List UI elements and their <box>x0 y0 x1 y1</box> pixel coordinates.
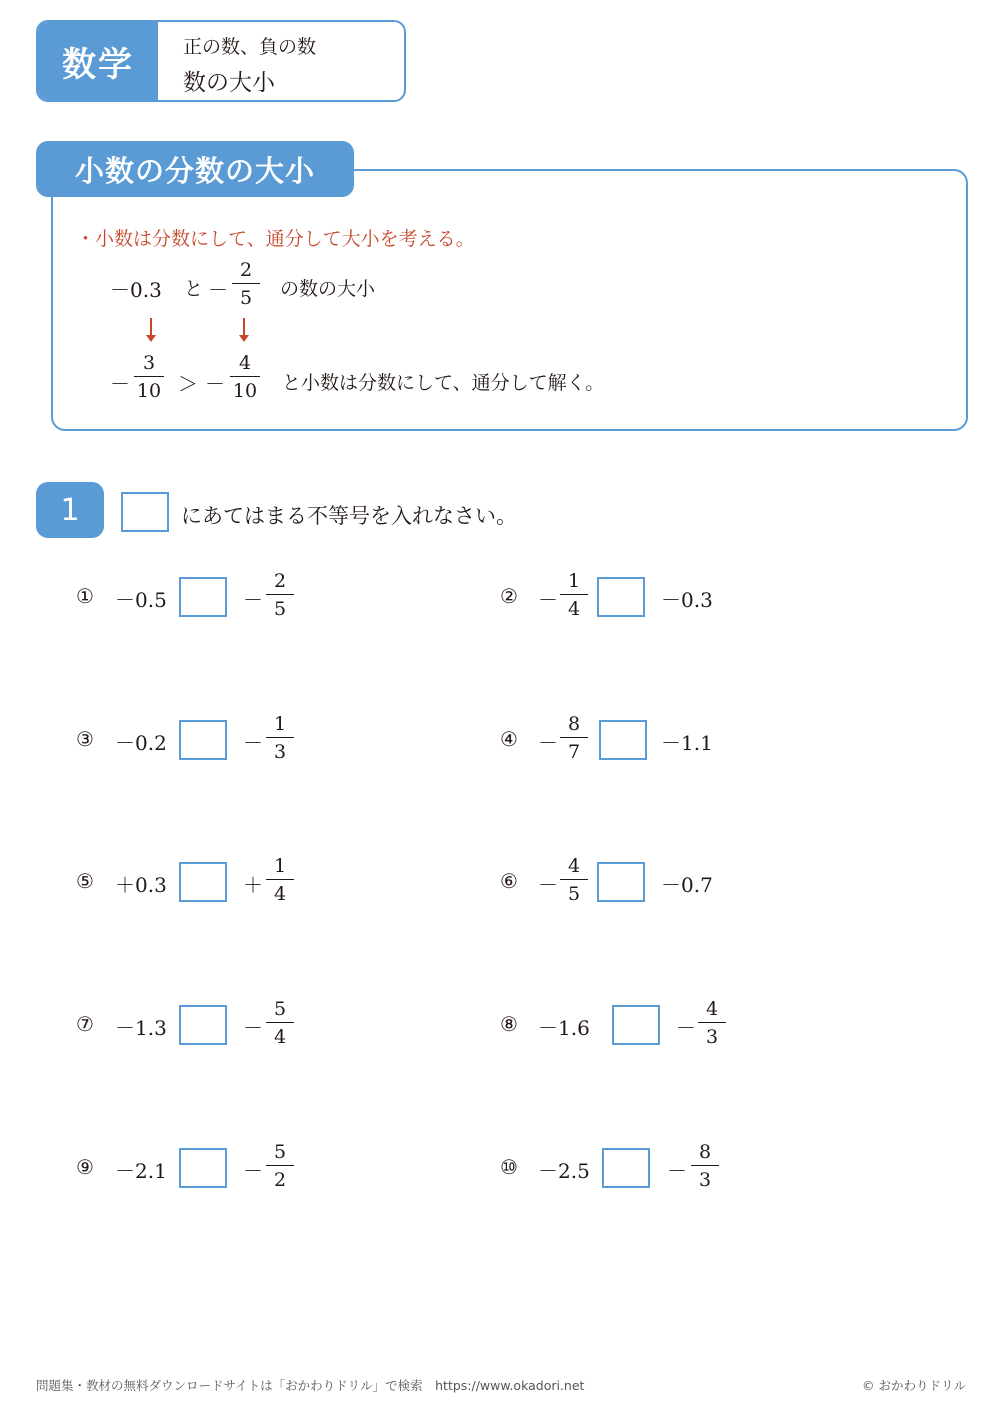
fraction-bar <box>266 1022 294 1023</box>
fraction-denominator: 3 <box>273 741 287 763</box>
down-arrow-icon <box>150 318 152 336</box>
problem-label: ③ <box>76 727 94 751</box>
rule-text: ・小数は分数にして、通分して大小を考える。 <box>76 228 475 250</box>
fraction-bar <box>266 737 294 738</box>
problem-left-value: －2.1 <box>115 1159 167 1183</box>
answer-box[interactable] <box>612 1005 660 1045</box>
fraction-sign: － <box>538 873 558 897</box>
problem-left-value: －1.3 <box>115 1016 167 1040</box>
fraction-numerator: 8 <box>567 713 581 735</box>
fraction-numerator: 4 <box>705 998 719 1020</box>
fraction-denominator: 4 <box>273 1026 287 1048</box>
fraction-denominator: 10 <box>232 380 258 402</box>
relation-symbol: ＞ <box>178 372 198 396</box>
fraction-numerator: 1 <box>273 855 287 877</box>
problem-label: ⑨ <box>76 1155 94 1179</box>
problem-fraction <box>266 1141 294 1191</box>
example-suffix: の数の大小 <box>280 278 376 300</box>
problem-right-value: －0.7 <box>661 873 713 897</box>
result-fraction-b <box>230 352 260 402</box>
answer-box[interactable] <box>179 720 227 760</box>
footer-note: 問題集・教材の無料ダウンロードサイトは「おかわりドリル」で検索 https://www.okadori.net <box>36 1378 585 1393</box>
fraction-bar <box>691 1165 719 1166</box>
answer-box[interactable] <box>599 720 647 760</box>
fraction-numerator: 1 <box>273 713 287 735</box>
example-fraction-sign: － <box>208 278 228 302</box>
problem-left-value: ＋0.3 <box>115 873 167 897</box>
fraction-denominator: 3 <box>698 1169 712 1191</box>
problem-label: ④ <box>500 727 518 751</box>
example-explanation: と小数は分数にして、通分して解く。 <box>282 372 605 394</box>
fraction-numerator: 4 <box>567 855 581 877</box>
fraction-sign: － <box>538 731 558 755</box>
subject-label: 数学 <box>38 22 158 100</box>
fraction-sign: － <box>538 588 558 612</box>
problem-label: ⑥ <box>500 869 518 893</box>
fraction-sign: － <box>243 1016 263 1040</box>
fraction-denominator: 5 <box>567 883 581 905</box>
answer-box[interactable] <box>179 1148 227 1188</box>
question-instruction: にあてはまる不等号を入れなさい。 <box>181 504 517 528</box>
example-connector: と <box>184 278 204 300</box>
fraction-numerator: 8 <box>698 1141 712 1163</box>
fraction-numerator: 2 <box>273 570 287 592</box>
problem-fraction <box>691 1141 719 1191</box>
problem-fraction <box>266 855 294 905</box>
result-fraction-a <box>134 352 164 402</box>
fraction-denominator: 5 <box>273 598 287 620</box>
problem-left-value: －1.6 <box>538 1016 590 1040</box>
fraction-denominator: 4 <box>567 598 581 620</box>
problem-right-value: －0.3 <box>661 588 713 612</box>
fraction-bar <box>134 376 164 377</box>
fraction-denominator: 2 <box>273 1169 287 1191</box>
answer-box[interactable] <box>602 1148 650 1188</box>
question-number: 1 <box>36 482 104 538</box>
fraction-bar <box>232 283 260 284</box>
unit-label: 正の数、負の数 <box>183 36 317 58</box>
problem-label: ⑧ <box>500 1012 518 1036</box>
problem-left-value: －0.2 <box>115 731 167 755</box>
problem-label: ② <box>500 584 518 608</box>
result-sign-b: － <box>205 372 225 396</box>
fraction-bar <box>698 1022 726 1023</box>
fraction-bar <box>266 1165 294 1166</box>
fraction-sign: － <box>243 731 263 755</box>
answer-box[interactable] <box>179 1005 227 1045</box>
fraction-denominator: 5 <box>239 287 253 309</box>
answer-box[interactable] <box>179 862 227 902</box>
section-title: 小数の分数の大小 <box>36 141 354 197</box>
problem-left-value: －0.5 <box>115 588 167 612</box>
fraction-sign: － <box>667 1159 687 1183</box>
fraction-numerator: 5 <box>273 998 287 1020</box>
example-decimal: －0.3 <box>110 278 162 302</box>
fraction-bar <box>560 879 588 880</box>
fraction-bar <box>560 594 588 595</box>
footer-copyright: © おかわりドリル <box>862 1378 966 1393</box>
fraction-bar <box>266 879 294 880</box>
fraction-bar <box>230 376 260 377</box>
fraction-numerator: 5 <box>273 1141 287 1163</box>
topic-title: 数の大小 <box>183 70 275 96</box>
fraction-denominator: 10 <box>136 380 162 402</box>
fraction-numerator: 3 <box>142 352 156 374</box>
problem-left-value: －2.5 <box>538 1159 590 1183</box>
problem-fraction <box>560 855 588 905</box>
fraction-bar <box>560 737 588 738</box>
fraction-sign: － <box>676 1016 696 1040</box>
problem-fraction <box>560 713 588 763</box>
fraction-numerator: 4 <box>238 352 252 374</box>
example-fraction <box>232 259 260 309</box>
fraction-bar <box>266 594 294 595</box>
problem-fraction <box>266 998 294 1048</box>
fraction-sign: － <box>243 588 263 612</box>
answer-box[interactable] <box>597 862 645 902</box>
fraction-denominator: 7 <box>567 741 581 763</box>
problem-label: ⑤ <box>76 869 94 893</box>
problem-label: ⑩ <box>500 1155 518 1179</box>
problem-fraction <box>266 713 294 763</box>
fraction-sign: ＋ <box>243 873 263 897</box>
problem-fraction <box>266 570 294 620</box>
fraction-denominator: 4 <box>273 883 287 905</box>
problem-fraction <box>560 570 588 620</box>
problem-right-value: －1.1 <box>661 731 713 755</box>
fraction-numerator: 1 <box>567 570 581 592</box>
problem-fraction <box>698 998 726 1048</box>
problem-label: ① <box>76 584 94 608</box>
fraction-sign: － <box>243 1159 263 1183</box>
fraction-numerator: 2 <box>239 259 253 281</box>
worksheet-header <box>36 20 406 102</box>
result-sign-a: － <box>110 372 130 396</box>
answer-box[interactable] <box>597 577 645 617</box>
problem-label: ⑦ <box>76 1012 94 1036</box>
down-arrow-icon <box>243 318 245 336</box>
fraction-denominator: 3 <box>705 1026 719 1048</box>
answer-box[interactable] <box>179 577 227 617</box>
sample-answer-box <box>121 492 169 532</box>
